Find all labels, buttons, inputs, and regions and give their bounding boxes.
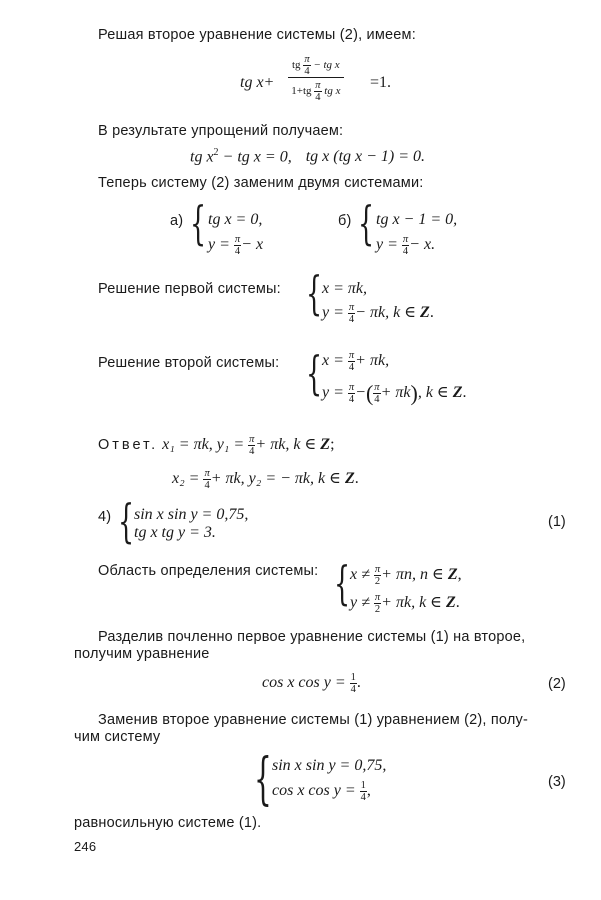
solution-first-label: Решение первой системы: xyxy=(98,281,281,297)
system-3-eqnum: (3) xyxy=(548,774,566,790)
system-a-line2: y = $\frac{\pi}{4}$ − x xyxy=(208,234,264,258)
eq2-minus: − tg x = 0, xyxy=(222,148,292,166)
task-4-line2: tg x tg y = 3. xyxy=(134,524,216,541)
eq1-num-tgx: − tg x xyxy=(313,59,340,72)
system-b-brace: { xyxy=(358,196,375,250)
system-a-brace: { xyxy=(190,196,207,250)
system-3-brace: { xyxy=(254,747,272,812)
domain-line1: x ≠ $\frac{\pi}{2}$ + πn, n ∈ Z, xyxy=(350,564,462,588)
solution-first-line2: y = $\frac{\pi}{4}$ − πk, k ∈ Z. xyxy=(322,302,434,326)
equation-2-number: (2) xyxy=(548,676,566,692)
domain-brace: { xyxy=(334,556,351,610)
system-a-line1: tg x = 0, xyxy=(208,211,263,228)
system-b-line1: tg x − 1 = 0, xyxy=(376,211,458,228)
eq1-rhs: =1. xyxy=(370,74,392,91)
task-4-number: 4) xyxy=(98,509,112,525)
equation-cos-product: cos x cos y = $\frac{1}{4}$ . xyxy=(262,672,361,696)
system-a-label: а) xyxy=(170,213,184,229)
system-b-line2: y = $\frac{\pi}{4}$ − x. xyxy=(376,234,436,258)
replace2-text-1: Заменив второе уравнение системы (1) уравнением (2), полу- xyxy=(98,712,529,728)
solution-first-brace: { xyxy=(306,266,323,320)
eq2-factored: tg x (tg x − 1) = 0. xyxy=(305,148,426,166)
eq2-sup: 2 xyxy=(213,147,219,158)
task-4-brace: { xyxy=(118,494,135,548)
simplification-text: В результате упрощений получаем: xyxy=(98,123,344,139)
final-text: равносильную системе (1). xyxy=(74,815,262,831)
domain-line2: y ≠ $\frac{\pi}{2}$ + πk, k ∈ Z. xyxy=(350,592,460,616)
solution-second-line1: x = $\frac{\pi}{4}$ + πk, xyxy=(322,350,390,374)
eq1-den-tgx: tg x xyxy=(324,85,341,98)
answer-label: Ответ. xyxy=(98,437,159,454)
eq1-num-pi-over-4: $\frac{\pi}{4}$ xyxy=(304,54,310,78)
eq2-tgx: tg x xyxy=(190,148,214,166)
system-b-label: б) xyxy=(338,213,352,229)
eq1-lhs: tg x+ xyxy=(240,74,275,91)
solution-first-line1: x = πk, xyxy=(322,280,368,297)
eq1-num-tg: tg xyxy=(292,59,301,72)
system-3-line1: sin x sin y = 0,75, xyxy=(272,757,387,774)
answer-line2: x₂ = $\frac{\pi}{4}$ + πk, y₂ = − πk, k ∈ Z. xyxy=(172,468,359,492)
equation-simplified xyxy=(190,144,425,166)
solution-second-line2: y = $\frac{\pi}{4}$ −( $\frac{\pi}{4}$ + πk), k ∈ Z. xyxy=(322,380,467,406)
replace2-text-2: чим систему xyxy=(74,729,161,745)
eq1-den-1tg: 1+tg xyxy=(291,85,312,98)
divide-text-1: Разделив почленно первое уравнение системы (1) на второе, xyxy=(98,629,526,645)
answer-line1: Ответ. x₁ = πk, y₁ = $\frac{\pi}{4}$ + πk, k ∈ Z; xyxy=(98,434,335,458)
eq1-den-pi-over-4: $\frac{\pi}{4}$ xyxy=(315,80,321,104)
solution-second-label: Решение второй системы: xyxy=(98,355,280,371)
task-4-eqnum: (1) xyxy=(548,514,566,530)
intro-text: Решая второе уравнение системы (2), имеем: xyxy=(98,27,416,43)
task-4-line1: sin x sin y = 0,75, xyxy=(134,506,249,523)
system-3-line2: cos x cos y = $\frac{1}{4}$ , xyxy=(272,780,371,804)
page-number: 246 xyxy=(74,839,97,854)
replace-text: Теперь систему (2) заменим двумя системами: xyxy=(98,175,424,191)
divide-text-2: получим уравнение xyxy=(74,646,210,662)
eq1-fraction xyxy=(288,54,344,103)
domain-label: Область определения системы: xyxy=(98,563,319,579)
solution-second-brace: { xyxy=(306,346,323,400)
